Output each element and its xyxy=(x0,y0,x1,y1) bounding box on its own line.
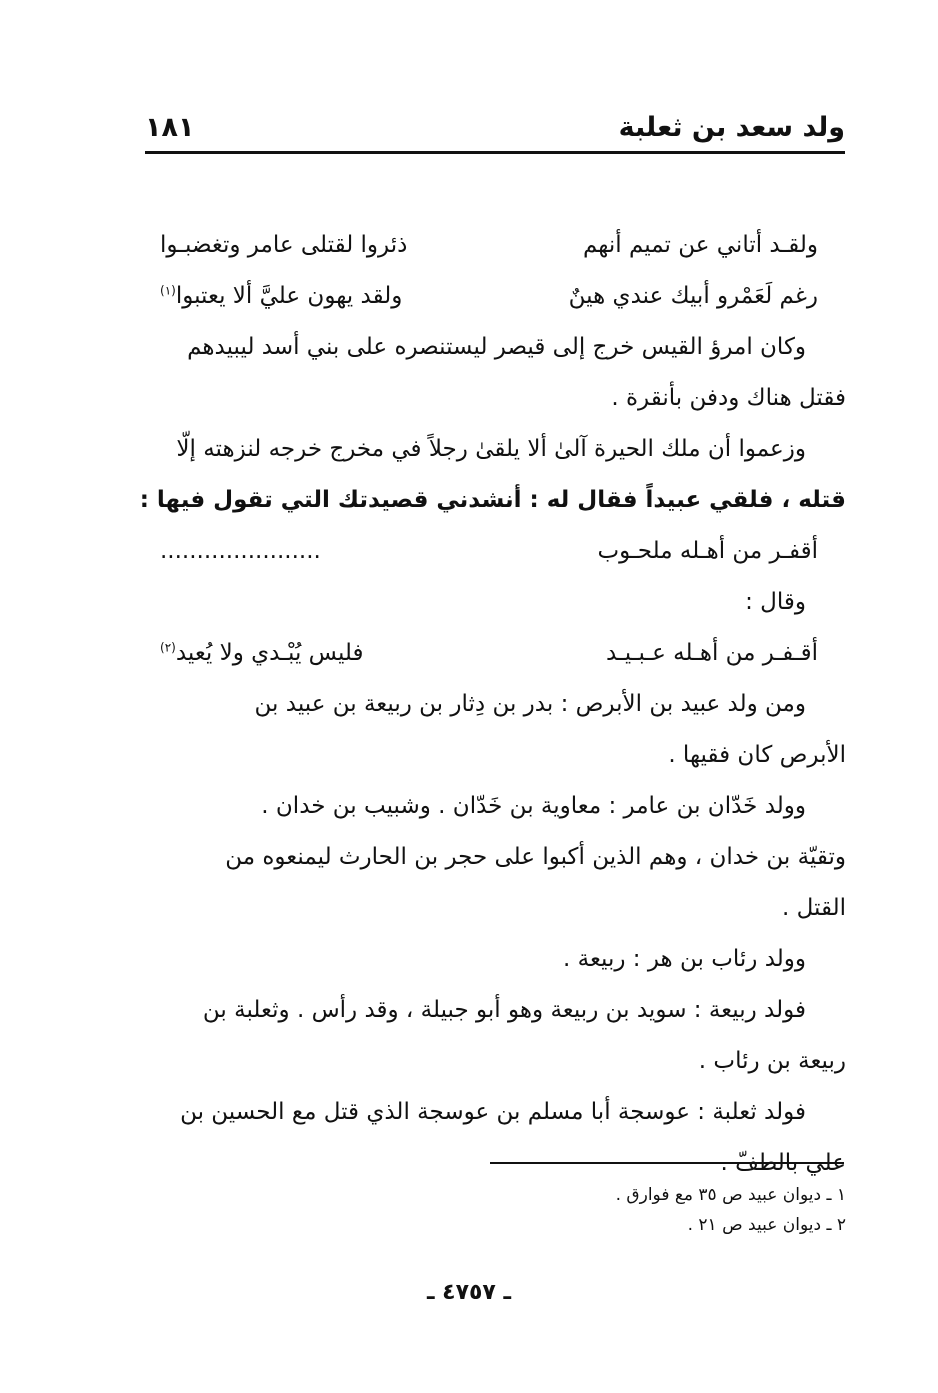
verse-hemistich-left: ذئروا لقتلى عامر وتغضبـوا xyxy=(160,232,408,258)
verse-line xyxy=(140,220,846,271)
main-text xyxy=(140,220,846,1189)
verse-hemistich-right: رغم لَعَمْرو أبيك عندي هينٌ xyxy=(568,283,818,309)
verse-hemistich-left xyxy=(160,271,489,322)
footnote: ١ ـ ديوان عبيد ص ٣٥ مع فوارق . xyxy=(615,1185,846,1205)
paragraph-line: وولد رئاب بن هر : ربيعة . xyxy=(563,946,806,972)
verse-hemistich-right: أقـفـر من أهـله عـبـيـد xyxy=(605,640,818,666)
verse-ellipsis: ...................... xyxy=(160,538,321,564)
paragraph-line: فولد ربيعة : سويد بن ربيعة وهو أبو جبيلة ، وقد رأس . وثعلبة بن xyxy=(202,997,806,1023)
paragraph-line: ربيعة بن رئاب . xyxy=(698,1048,846,1074)
verse-line xyxy=(140,526,846,577)
verse-hemistich-left xyxy=(160,628,489,679)
verse-line xyxy=(140,271,846,322)
footnote-ref: (٢) xyxy=(160,640,176,655)
page-header xyxy=(145,108,845,152)
header-rule xyxy=(145,151,845,154)
footnote: ٢ ـ ديوان عبيد ص ٢١ . xyxy=(687,1215,846,1235)
paragraph-line: قتله ، فلقي عبيداً فقال له : أنشدني قصيدتك التي تقول فيها : xyxy=(140,487,846,513)
verse-hemistich-right: ولقـد أتاني عن تميم أنهم xyxy=(582,232,818,258)
verse-hemistich-right: أقفـر من أهـله ملحـوب xyxy=(597,538,818,564)
verse-text: فليس يُبْـدي ولا يُعيد xyxy=(175,640,364,666)
paragraph-line: وولد خَدّان بن عامر : معاوية بن خَدّان . وشبيب بن خدان . xyxy=(261,793,806,819)
paragraph-line: فقتل هناك ودفن بأنقرة . xyxy=(611,385,846,411)
footnotes xyxy=(400,1180,846,1240)
paragraph-line: فولد ثعلبة : عوسجة أبا مسلم بن عوسجة الذي قتل مع الحسين بن xyxy=(180,1099,806,1125)
footnote-ref: (١) xyxy=(160,283,176,298)
verse-text: ولقد يهون عليَّ ألا يعتبوا xyxy=(175,283,403,309)
paragraph-line: وزعموا أن ملك الحيرة آلىٰ ألا يلقىٰ رجلاً في مخرج خرجه لنزهته إلّا xyxy=(176,436,806,462)
paragraph-line: وكان امرؤ القيس خرج إلى قيصر ليستنصره على بني أسد ليبيدهم xyxy=(187,334,806,360)
paragraph-line: وتقيّة بن خدان ، وهم الذين أكبوا على حجر بن الحارث ليمنعوه من xyxy=(225,844,846,870)
volume-page-number: ـ ٤٧٥٧ ـ xyxy=(426,1280,512,1305)
running-title: ولد سعد بن ثعلبة xyxy=(618,112,845,143)
paragraph-line: الأبرص كان فقيها . xyxy=(668,742,846,768)
paragraph-line: ومن ولد عبيد بن الأبرص : بدر بن دِثار بن ربيعة بن عبيد بن xyxy=(254,691,806,717)
paragraph-line: علي بالطفّ . xyxy=(720,1150,846,1176)
paragraph-line: القتل . xyxy=(781,895,846,921)
footnote-rule xyxy=(490,1162,844,1164)
paragraph-line: وقال : xyxy=(745,589,806,615)
page-number: ١٨١ xyxy=(145,112,195,143)
verse-line xyxy=(140,628,846,679)
